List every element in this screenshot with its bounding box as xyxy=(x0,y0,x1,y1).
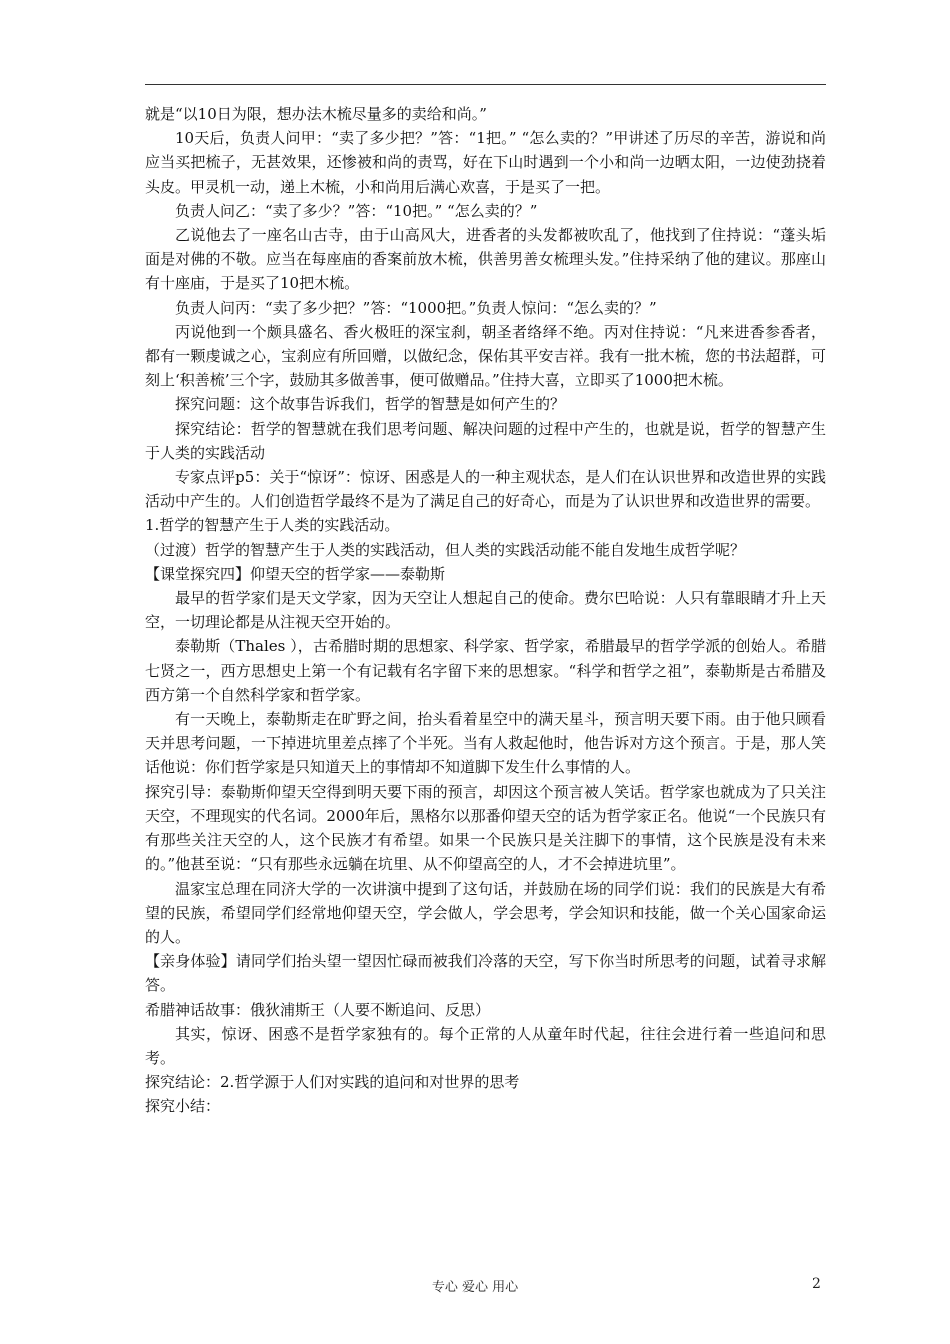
header-rule xyxy=(145,84,826,85)
paragraph-thales-story: 有一天晚上，泰勒斯走在旷野之间，抬头看着星空中的满天星斗，预言明天要下雨。由于他只顾看天并思考问题，一下掉进坑里差点摔了个半死。当有人救起他时，他告诉对方这个预言。于是，那人笑话他说：你们哲学家是只知道天上的事情却不知道脚下发生什么事情的人。 xyxy=(145,710,826,777)
paragraph-ask-yi: 负责人问乙：“卖了多少？”答：“10把。” “怎么卖的？” xyxy=(175,201,538,220)
paragraph-ask-bing: 负责人问丙：“卖了多少把？”答：“1000把。”负责人惊问：“怎么卖的？” xyxy=(175,298,657,317)
paragraph-wonder: 其实，惊讶、困惑不是哲学家独有的。每个正常的人从童年时代起，往往会进行着一些追问和思考。 xyxy=(145,1024,826,1067)
paragraph-conclusion: 探究结论：哲学的智慧就在我们思考问题、解决问题的过程中产生的，也就是说，哲学的智慧产生于人类的实践活动 xyxy=(145,419,826,462)
paragraph-wen-jiabao: 温家宝总理在同济大学的一次讲演中提到了这句话，并鼓励在场的同学们说：我们的民族是大有希望的民族，希望同学们经常地仰望天空，学会做人，学会思考，学会知识和技能，做一个关心国家命运的人。 xyxy=(145,879,826,946)
paragraph-conclusion-2: 探究结论：2.哲学源于人们对实践的追问和对世界的思考 xyxy=(145,1073,520,1092)
paragraph-thales: 泰勒斯（Thales ），古希腊时期的思想家、科学家、哲学家，希腊最早的哲学学派的创始人。希腊七贤之一，西方思想史上第一个有记载有名字留下来的思想家。“科学和哲学之祖”，泰勒斯是古希腊及西方第一个自然科学家和哲学家。 xyxy=(145,637,826,704)
paragraph-experience: 【亲身体验】请同学们抬头望一望因忙碌而被我们冷落的天空，写下你当时所思考的问题，试着寻求解答。 xyxy=(145,952,826,995)
paragraph-yi: 乙说他去了一座名山古寺，由于山高风大，进香者的头发都被吹乱了，他找到了住持说：“蓬头垢面是对佛的不敬。应当在每座庙的香案前放木梳，供善男善女梳理头发。”住持采纳了他的建议。那座山有十座庙，于是买了10把木梳。 xyxy=(145,226,826,293)
paragraph-guide: 探究引导：泰勒斯仰望天空得到明天要下雨的预言，却因这个预言被人笑话。哲学家也就成为了只关注天空，不理现实的代名词。2000年后，黑格尔以那番仰望天空的话为哲学家正名。他说“一个民族只有有那些关注天空的人，这个民族才有希望。如果一个民族只是关注脚下的事情，这个民族是没有未来的。”他甚至说：“只有那些永远躺在坑里、从不仰望高空的人，才不会掉进坑里”。 xyxy=(145,782,826,874)
document-body xyxy=(145,102,826,1119)
page-number: 2 xyxy=(812,1276,821,1292)
section-heading-four: 【课堂探究四】仰望天空的哲学家——泰勒斯 xyxy=(145,564,446,583)
footer-motto: 专心 爱心 用心 xyxy=(431,1280,519,1295)
paragraph-summary: 探究小结： xyxy=(145,1097,221,1116)
paragraph-transition: （过渡）哲学的智慧产生于人类的实践活动，但人类的实践活动能不能自发地生成哲学呢？ xyxy=(145,540,746,559)
paragraph-expert-comment: 专家点评p5：关于“惊讶”：惊讶、困惑是人的一种主观状态，是人们在认识世界和改造世界的实践活动中产生的。人们创造哲学最终不是为了满足自己的好奇心，而是为了认识世界和改造世界的需要。 xyxy=(145,468,826,511)
paragraph-myth: 希腊神话故事：俄狄浦斯王（人要不断追问、反思） xyxy=(145,1000,491,1019)
paragraph-jia: 10天后，负责人问甲：“卖了多少把？”答：“1把。” “怎么卖的？”甲讲述了历尽的辛苦，游说和尚应当买把梳子，无甚效果，还惨被和尚的责骂，好在下山时遇到一个小和尚一边晒太阳，一边使劲挠着头皮。甲灵机一动，递上木梳，小和尚用后满心欢喜，于是买了一把。 xyxy=(145,129,826,196)
paragraph-point-1: 1.哲学的智慧产生于人类的实践活动。 xyxy=(145,516,400,535)
paragraph-question: 探究问题：这个故事告诉我们，哲学的智慧是如何产生的？ xyxy=(175,395,566,414)
paragraph-astronomers: 最早的哲学家们是天文学家，因为天空让人想起自己的使命。费尔巴哈说：人只有靠眼睛才升上天空，一切理论都是从注视天空开始的。 xyxy=(145,589,826,632)
paragraph-intro: 就是“以10日为限，想办法木梳尽量多的卖给和尚。” xyxy=(145,105,487,123)
paragraph-bing: 丙说他到一个颇具盛名、香火极旺的深宝刹，朝圣者络绎不绝。丙对住持说：“凡来进香参香者，都有一颗虔诚之心，宝刹应有所回赠，以做纪念，保佑其平安吉祥。我有一批木梳，您的书法超群，可刻上‘积善梳’三个字，鼓励其多做善事，便可做赠品。”住持大喜，立即买了1000把木梳。 xyxy=(145,322,826,390)
